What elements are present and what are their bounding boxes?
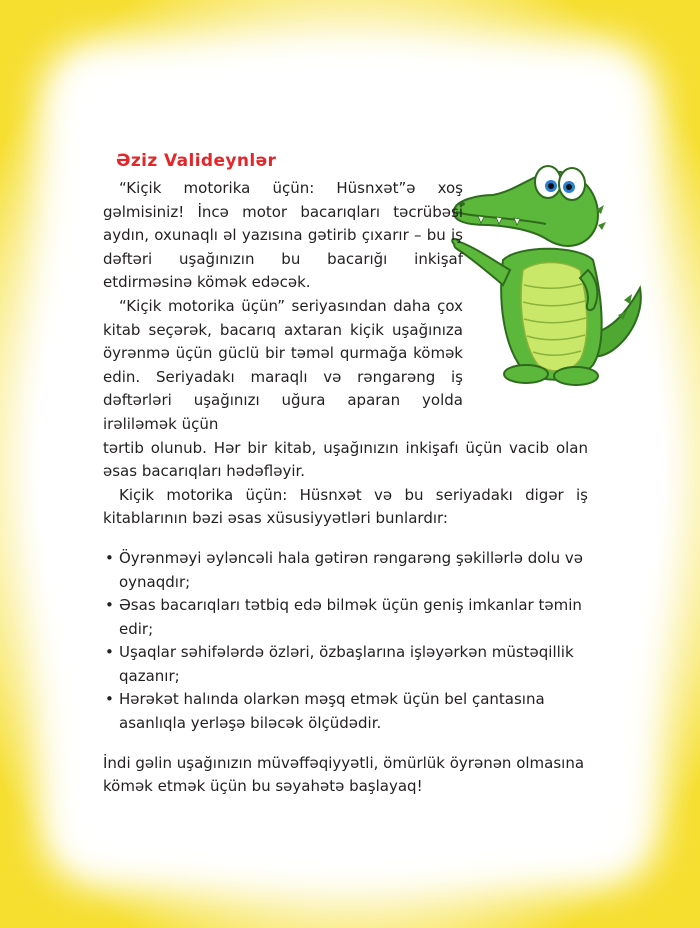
series-paragraph: “Kiçik motorika üçün” seriyasından daha çox kitab seçərək, bacarıq axtaran kiçik uşağınıza öyrənmə üçün güclü bir təməl qurmağa kömək edin. Seriyadakı maraqlı və rəngarəng iş dəftərləri uşağınızı uğura aparan yolda irəliləmək üçün xyxy=(103,296,463,433)
list-item: • Hərəkət halında olarkən məşq etmək üçün bel çantasına asanlıqla yerləşə biləcək ölçüdədir. xyxy=(105,690,545,733)
features-intro-paragraph: Kiçik motorika üçün: Hüsnxət və bu seriyadakı digər iş kitablarının bəzi əsas xüsusiyyətləri bunlardır: xyxy=(103,485,588,528)
page-title: Əziz Valideynlər xyxy=(116,151,277,171)
list-item: • Uşaqlar səhifələrdə özləri, özbaşlarına işləyərkən müstəqillik qazanır; xyxy=(105,643,574,685)
parents-letter xyxy=(103,150,588,799)
series-paragraph-continued: tərtib olunub. Hər bir kitab, uşağınızın inkişafı üçün vacib olan əsas bacarıqları hədəfləyir. xyxy=(103,438,588,481)
bullet-icon: • xyxy=(105,548,114,567)
bullet-icon: • xyxy=(105,690,114,709)
bullet-icon: • xyxy=(105,596,114,615)
closing-paragraph: İndi gəlin uşağınızın müvəffəqiyyətli, ömürlük öyrənən olmasına kömək etmək üçün bu səyahətə başlayaq! xyxy=(103,753,585,796)
bullet-icon: • xyxy=(105,643,114,662)
list-item: • Öyrənməyi əyləncəli hala gətirən rəngarəng şəkillərlə dolu və oynaqdır; xyxy=(105,548,583,591)
features-list xyxy=(103,547,588,736)
intro-paragraph: “Kiçik motorika üçün: Hüsnxət”ə xoş gəlmisiniz! İncə motor bacarıqları təcrübəsi aydın, oxunaqlı əl yazısına gətirib çıxarır – bu iş dəftəri uşağınızın bu bacarığı inkişaf etdirməsinə kömək edəcək. xyxy=(103,179,463,292)
list-item: • Əsas bacarıqları tətbiq edə bilmək üçün geniş imkanlar təmin edir; xyxy=(105,596,582,638)
